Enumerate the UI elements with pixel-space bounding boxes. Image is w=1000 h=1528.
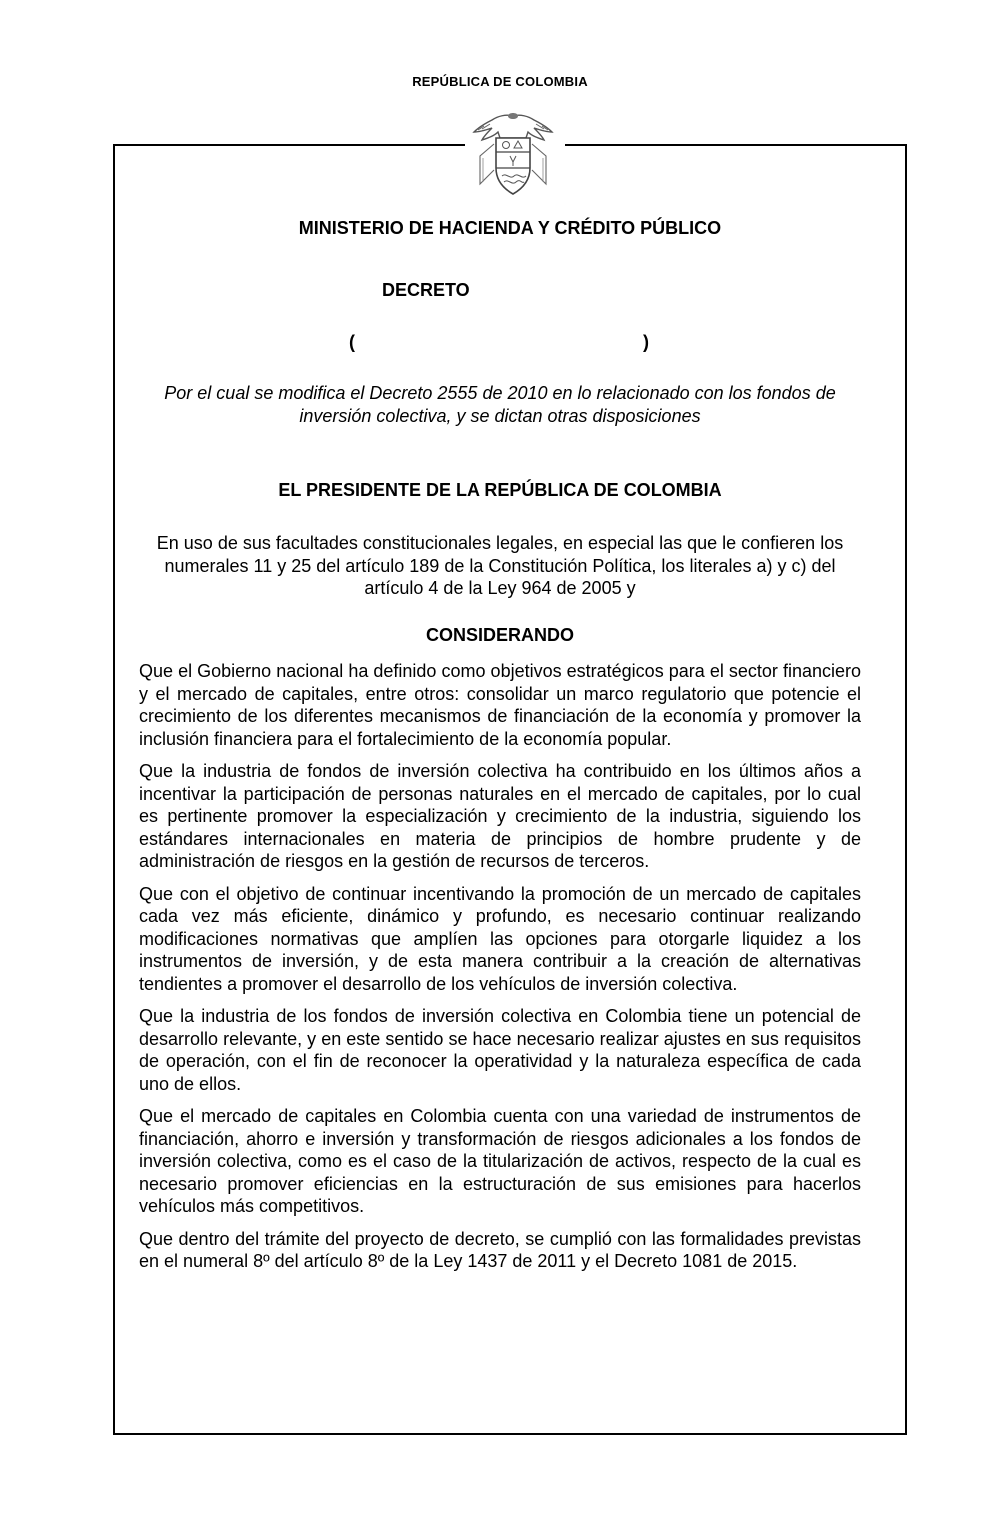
considerando-paragraph: Que el mercado de capitales en Colombia cuenta con una variedad de instrumentos de financiación, ahorro e inversión y transformación de riesgos adicionales a los fondos de inversión colectiva, como es el caso de la titularización de activos, respecto de la cual es necesario promover eficiencias en la estructuración de sus emisiones para hacerlos vehículos más competitivos. (139, 1106, 861, 1216)
considerando-paragraph: Que el Gobierno nacional ha definido como objetivos estratégicos para el sector financiero y el mercado de capitales, entre otros: consolidar un marco regulatorio que potencie el crecimiento de los diferentes mecanismos de financiación de la economía y promover la inclusión financiera para el fortalecimiento de la economía popular. (139, 661, 861, 749)
considerando-paragraph: Que la industria de fondos de inversión colectiva ha contribuido en los últimos años a incentivar la participación de personas naturales en el mercado de capitales, por lo cual es pertinente promover la especialización y crecimiento de la industria, siguiendo los estándares internacionales en materia de principios de hombre prudente y de administración de riesgos en la gestión de recursos de terceros. (139, 761, 861, 871)
decree-label: DECRETO (382, 280, 470, 300)
frame-top-border-left (113, 144, 465, 146)
frame-top-border-right (565, 144, 907, 146)
president-heading: EL PRESIDENTE DE LA REPÚBLICA DE COLOMBIA (278, 480, 722, 500)
faculties-paragraph: En uso de sus facultades constitucionales legales, en especial las que le confieren los numerales 11 y 25 del artículo 189 de la Constitución Política, los literales a) y c) del artículo 4 de la Ley 964 de 2005 y (156, 533, 844, 598)
considerando-heading: CONSIDERANDO (425, 625, 574, 645)
considerando-paragraph: Que con el objetivo de continuar incentivando la promoción de un mercado de capitales cada vez más eficiente, dinámico y profundo, es necesario continuar realizando modificaciones normativas que amplíen las opciones para otorgarle liquidez a los instrumentos de inversión, y de esta manera contribuir a la creación de alternativas tendientes a promover el desarrollo de los vehículos de inversión colectiva. (139, 883, 861, 994)
decree-number-open: ( (349, 332, 355, 352)
considerando-paragraph: Que la industria de los fondos de inversión colectiva en Colombia tiene un potencial de desarrollo relevante, y en este sentido se hace necesario realizar ajustes en sus requisitos de operación, con el fin de reconocer la operatividad y la naturaleza específica de cada uno de ellos. (139, 1006, 861, 1094)
coat-of-arms-icon (470, 110, 556, 200)
country-heading: REPÚBLICA DE COLOMBIA (412, 74, 588, 89)
ministry-name: MINISTERIO DE HACIENDA Y CRÉDITO PÚBLICO (298, 218, 722, 238)
decree-number-close: ) (643, 332, 649, 352)
considerando-body (139, 660, 861, 1283)
considerando-paragraph: Que dentro del trámite del proyecto de decreto, se cumplió con las formalidades previstas en el numeral 8º del artículo 8º de la Ley 1437 de 2011 y el Decreto 1081 de 2015. (139, 1228, 861, 1271)
decree-subject: Por el cual se modifica el Decreto 2555 de 2010 en lo relacionado con los fondos de inversión colectiva, y se dictan otras disposiciones (164, 383, 836, 426)
